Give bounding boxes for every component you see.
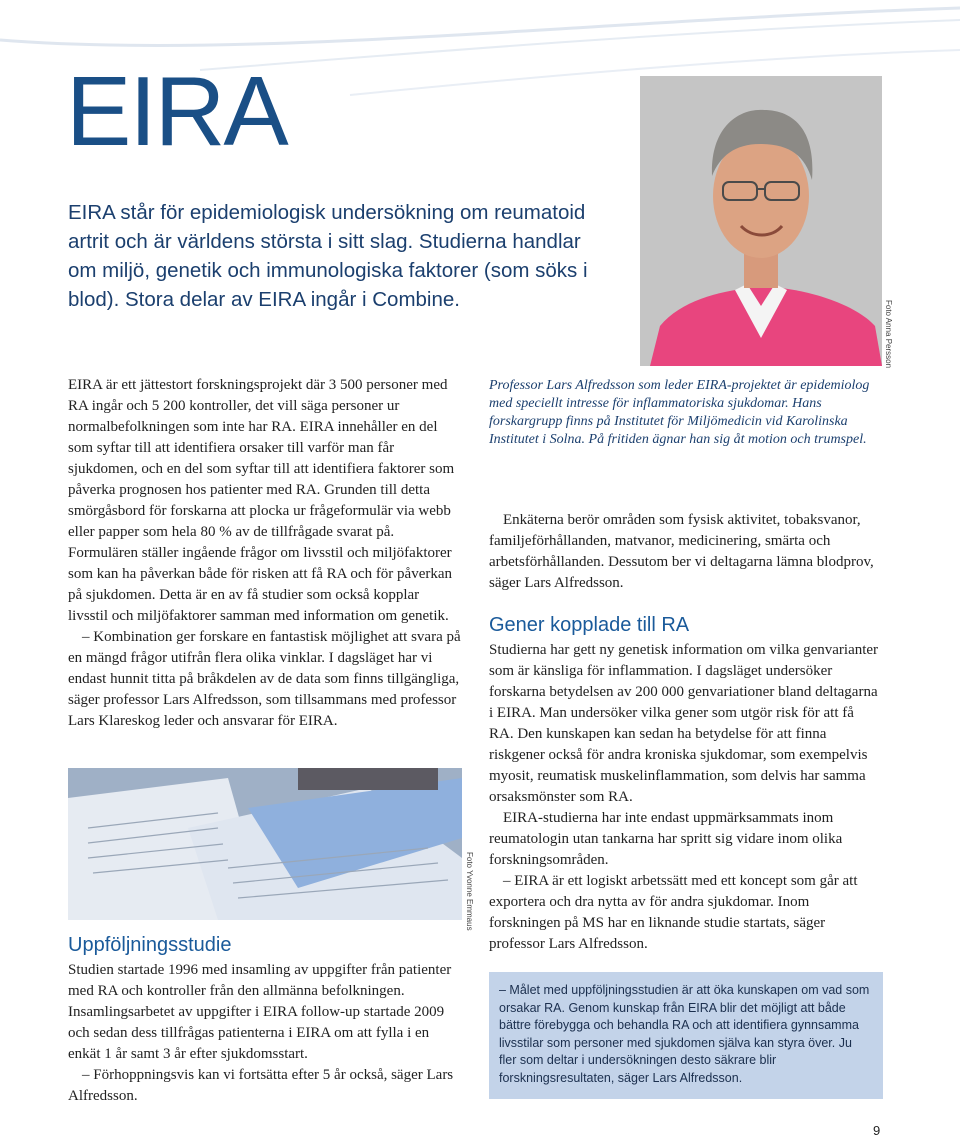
photo-credit-portrait: Foto Anna Persson (884, 300, 893, 369)
photo-credit-forms: Foto Yvonne Emmaus (465, 852, 474, 931)
paragraph: EIRA är ett jättestort forskningsprojekt där 3 500 personer med RA ingår och 5 200 kontroller, det vill säga personer ur normalbefolkningen som inte har RA. EIRA innehåller en del som syftar till att identifiera orsaker till varför man får sjukdomen, och en del som syftar till att identifiera faktorer som påverka prognosen hos patienter med RA. Grunden till detta smörgåsbord för forskarna att plocka ur frågeformulär via webb eller papper som hela 80 % av de tillfrågade svarat på. Formulären ställer ingående frågor om livsstil och miljöfaktorer som kan ha påverkan både för risken att få RA och för påverkan på sjukdomen. Detta är en av få studier som också kopplar livsstil och miljöfaktorer samman med information om genetik. (68, 377, 455, 624)
paragraph: Enkäterna berör områden som fysisk aktivitet, tobaksvanor, familjeförhållanden, matvanor, medicinering, smärta och arbetsförhållanden. Dessutom ber vi deltagarna lämna blodprov, säger Lars Alfredsson. (489, 512, 874, 591)
section-heading-followup: Uppföljningsstudie (68, 934, 232, 956)
paragraph: – Förhoppningsvis kan vi fortsätta efter 5 år också, säger Lars Alfredsson. (68, 1067, 454, 1104)
paragraph: Studierna har gett ny genetisk information om vilka genvarianter som är känsliga för inflammation. I dagsläget undersöker forskarna betydelsen av 200 000 genvariationer bland deltagarna i EIRA. Man undersöker vilka gener som utgör risk för att få RA. Den kunskapen kan sedan ha betydelse för att finna riskgener också för andra kroniska sjukdomar, som exempelvis myosit, reumatisk muskelinflammation, som delvis har samma orsaksmönster som RA. (489, 642, 879, 805)
quote-text: – Målet med uppföljningsstudien är att öka kunskapen om vad som orsakar RA. Genom kunskap från EIRA blir det möjligt att både bättre förebygga och behandla RA och att identifiera gynnsamma livsstilar som personer med sjukdomen själva kan styra över. Ju fler som deltar i undersökningen desto säkrare blir forskningsresultaten, säger Lars Alfredsson. (499, 983, 870, 1085)
quote-box (489, 972, 883, 1099)
page-number: 9 (873, 1123, 881, 1138)
left-column-text (68, 375, 462, 732)
portrait-photo (640, 76, 882, 366)
intro-text: EIRA står för epidemiologisk undersökning om reumatoid artrit och är världens största i sitt slag. Studierna handlar om miljö, genetik och immunologiska faktorer (som söks i blod). Stora delar av EIRA ingår i Combine. (68, 201, 588, 311)
section-followup (68, 932, 462, 1107)
paragraph: Studien startade 1996 med insamling av uppgifter från patienter med RA och kontroller från den allmänna befolkningen. Insamlingsarbetet av uppgifter i EIRA follow-up startade 2009 och sedan dess tillfrågas patienterna i EIRA om att fylla i en enkät 1 år samt 3 år efter sjukdomsstart. (68, 962, 452, 1062)
paragraph: EIRA-studierna har inte endast uppmärksammats inom reumatologin utan tankarna har spritt sig vidare inom olika forskningsområden. (489, 810, 843, 868)
page-title: EIRA (66, 56, 287, 166)
section-genes (489, 612, 881, 955)
right-column-top (489, 510, 881, 594)
paragraph: – EIRA är ett logiskt arbetssätt med ett koncept som går att exportera och dra nytta av för andra sjukdomar. Inom forskningen på MS har en liknande studie startats, säger professor Lars Alfredsson. (489, 873, 858, 952)
questionnaire-photo (68, 768, 462, 920)
paragraph: – Kombination ger forskare en fantastisk möjlighet att svara på en mängd frågor utifrån flera olika vinklar. I dagsläget har vi endast hunnit titta på bråkdelen av de data som finns tillgängliga, säger professor Lars Alfredsson, som tillsammans med professor Lars Klareskog leder och ansvarar för EIRA. (68, 629, 461, 729)
photo-caption: Professor Lars Alfredsson som leder EIRA-projektet är epidemiolog med speciellt intresse för inflammatoriska sjukdomar. Hans forskargrupp finns på Institutet för Miljömedicin vid Karolinska Institutet i Solna. På fritiden ägnar han sig åt motion och trumspel. (489, 378, 870, 447)
section-heading-genes: Gener kopplade till RA (489, 614, 690, 636)
